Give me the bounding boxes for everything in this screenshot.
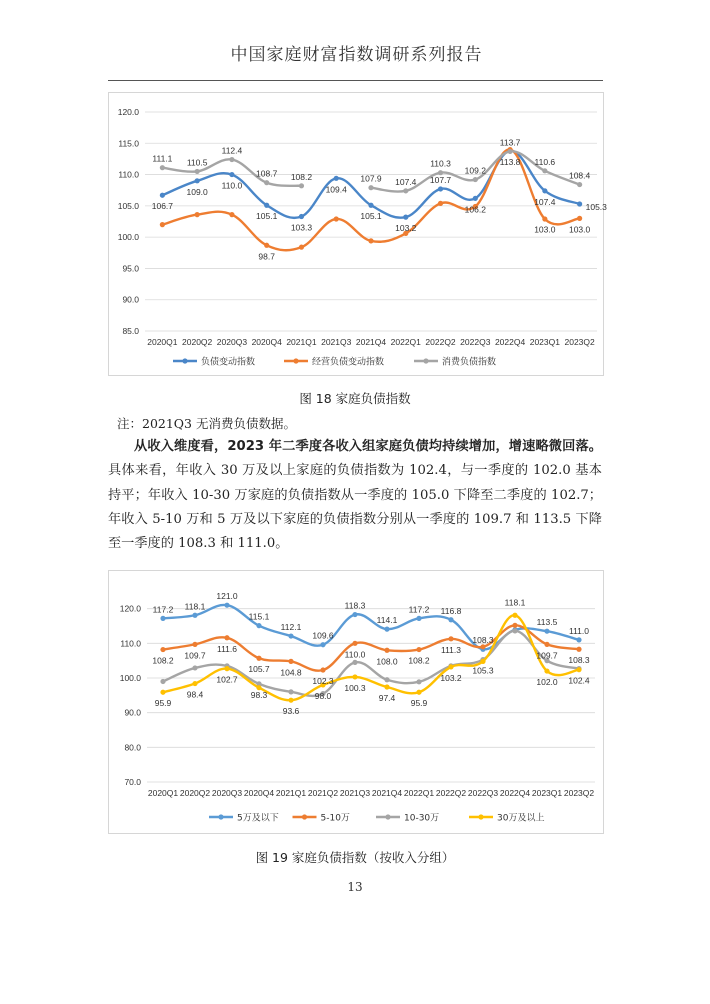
- data-label: 102.7: [216, 674, 238, 685]
- data-point: [507, 149, 512, 154]
- legend-label: 负债变动指数: [201, 357, 256, 368]
- x-tick-label: 2022Q3: [460, 337, 491, 347]
- figure-18-caption: 图 18 家庭负债指数: [299, 391, 411, 406]
- y-tick-label: 70.0: [124, 777, 141, 787]
- data-label: 108.3: [472, 635, 494, 646]
- legend-marker: [423, 358, 428, 363]
- data-label: 105.3: [472, 665, 494, 676]
- data-point: [577, 182, 582, 187]
- data-label: 113.8: [499, 156, 521, 167]
- data-point: [160, 222, 165, 227]
- data-point: [229, 212, 234, 217]
- debt-index-by-income-chart: [108, 570, 604, 834]
- data-point: [542, 168, 547, 173]
- data-label: 106.2: [464, 204, 486, 215]
- data-point: [416, 647, 421, 652]
- data-point: [384, 684, 389, 689]
- legend-marker: [478, 814, 483, 819]
- chart-canvas-2: [109, 571, 603, 833]
- data-label: 102.0: [536, 677, 558, 688]
- body-paragraph: [108, 435, 602, 556]
- data-label: 107.4: [534, 196, 556, 207]
- x-tick-label: 2020Q2: [179, 788, 211, 798]
- data-point: [448, 664, 453, 669]
- data-point: [544, 629, 549, 634]
- data-label: 118.1: [504, 597, 526, 608]
- data-label: 107.9: [360, 173, 382, 184]
- data-point: [416, 690, 421, 695]
- data-label: 106.7: [151, 201, 174, 212]
- data-point: [384, 648, 389, 653]
- data-label: 114.1: [376, 615, 398, 626]
- data-label: 109.0: [186, 186, 208, 197]
- data-point: [288, 698, 293, 703]
- x-tick-label: 2020Q4: [251, 337, 282, 347]
- data-point: [416, 616, 421, 621]
- data-point: [438, 201, 443, 206]
- data-label: 105.7: [248, 664, 270, 675]
- y-tick-label: 110.0: [118, 169, 139, 180]
- x-tick-label: 2022Q2: [435, 788, 467, 798]
- data-point: [448, 636, 453, 641]
- data-label: 117.2: [408, 604, 430, 615]
- x-tick-label: 2022Q3: [467, 788, 499, 798]
- data-point: [320, 642, 325, 647]
- data-point: [542, 188, 547, 193]
- x-tick-label: 2021Q3: [339, 788, 371, 798]
- data-label: 113.7: [499, 137, 521, 148]
- legend-marker: [218, 814, 223, 819]
- data-point: [195, 212, 200, 217]
- data-point: [352, 612, 357, 617]
- data-point: [512, 613, 517, 618]
- x-tick-label: 2020Q1: [147, 788, 179, 798]
- x-tick-label: 2020Q4: [243, 788, 275, 798]
- legend-label: 30万及以上: [497, 813, 545, 824]
- data-point: [264, 203, 269, 208]
- data-point: [192, 681, 197, 686]
- data-point: [224, 635, 229, 640]
- data-label: 98.0: [314, 690, 332, 701]
- data-label: 104.8: [280, 667, 302, 678]
- data-label: 110.6: [534, 156, 556, 167]
- data-point: [352, 674, 357, 679]
- x-tick-label: 2021Q3: [321, 337, 352, 347]
- data-point: [299, 214, 304, 219]
- data-point: [368, 203, 373, 208]
- data-point: [160, 679, 165, 684]
- x-tick-label: 2022Q1: [390, 337, 421, 347]
- data-point: [368, 238, 373, 243]
- running-header: 中国家庭财富指数调研系列报告: [230, 45, 483, 65]
- data-label: 102.4: [568, 675, 590, 686]
- data-point: [334, 176, 339, 181]
- data-label: 111.0: [568, 625, 590, 636]
- data-label: 111.3: [440, 644, 462, 655]
- data-label: 108.3: [568, 655, 590, 666]
- data-point: [288, 659, 293, 664]
- data-label: 108.2: [290, 171, 313, 182]
- y-tick-label: 90.0: [122, 294, 139, 305]
- data-point: [160, 616, 165, 621]
- data-point: [256, 623, 261, 628]
- x-tick-label: 2020Q3: [216, 337, 248, 347]
- x-tick-label: 2022Q4: [494, 337, 526, 347]
- legend-marker: [302, 814, 307, 819]
- data-label: 108.2: [152, 655, 174, 666]
- data-label: 115.1: [248, 611, 270, 622]
- data-point: [416, 679, 421, 684]
- data-point: [195, 178, 200, 183]
- data-point: [192, 642, 197, 647]
- figure-18-note: 注：2021Q3 无消费负债数据。: [117, 416, 296, 431]
- data-point: [544, 642, 549, 647]
- data-point: [352, 660, 357, 665]
- data-point: [288, 633, 293, 638]
- y-tick-label: 80.0: [124, 742, 141, 753]
- data-label: 107.4: [395, 176, 417, 187]
- figure-19-caption: 图 19 家庭负债指数（按收入分组）: [255, 850, 455, 865]
- x-tick-label: 2023Q2: [564, 337, 595, 347]
- x-tick-label: 2021Q4: [355, 337, 387, 347]
- y-tick-label: 85.0: [122, 326, 139, 336]
- x-tick-label: 2022Q4: [499, 788, 531, 798]
- y-tick-label: 100.0: [119, 673, 141, 683]
- data-point: [256, 656, 261, 661]
- x-tick-label: 2023Q1: [529, 337, 560, 347]
- data-point: [577, 216, 582, 221]
- data-point: [352, 641, 357, 646]
- data-point: [368, 185, 373, 190]
- data-label: 98.3: [250, 689, 268, 700]
- y-tick-label: 110.0: [120, 638, 141, 649]
- y-tick-label: 105.0: [117, 200, 139, 211]
- data-point: [448, 617, 453, 622]
- data-label: 112.1: [280, 622, 302, 633]
- data-label: 109.4: [325, 184, 347, 195]
- paragraph-bold-lead: 从收入维度看，2023 年二季度各收入组家庭负债均持续增加，增速略微回落。: [134, 439, 602, 454]
- data-label: 103.0: [568, 224, 591, 235]
- x-tick-label: 2021Q1: [286, 337, 317, 347]
- legend-label: 10-30万: [404, 813, 440, 824]
- data-label: 93.6: [282, 706, 300, 717]
- y-tick-label: 115.0: [118, 138, 139, 149]
- data-point: [160, 193, 165, 198]
- x-tick-label: 2021Q2: [307, 788, 339, 798]
- data-label: 95.9: [154, 698, 172, 709]
- data-point: [473, 196, 478, 201]
- data-label: 103.2: [440, 672, 462, 683]
- data-label: 97.4: [378, 693, 396, 704]
- y-tick-label: 120.0: [117, 107, 139, 117]
- data-point: [512, 628, 517, 633]
- data-label: 98.7: [258, 251, 275, 262]
- data-point: [264, 180, 269, 185]
- legend-label: 经营负债变动指数: [312, 357, 385, 368]
- data-label: 103.3: [290, 222, 313, 233]
- data-point: [403, 215, 408, 220]
- data-point: [299, 245, 304, 250]
- data-label: 113.5: [536, 617, 558, 628]
- data-point: [473, 177, 478, 182]
- data-point: [542, 216, 547, 221]
- data-point: [438, 186, 443, 191]
- data-label: 107.7: [429, 174, 452, 185]
- x-tick-label: 2020Q2: [182, 337, 213, 347]
- data-point: [160, 647, 165, 652]
- data-label: 108.4: [568, 170, 591, 181]
- data-point: [229, 157, 234, 162]
- data-point: [384, 677, 389, 682]
- data-point: [512, 623, 517, 628]
- x-tick-label: 2020Q1: [147, 337, 178, 347]
- y-tick-label: 100.0: [117, 232, 139, 243]
- header-rule: [108, 80, 603, 81]
- data-label: 108.0: [376, 656, 398, 667]
- data-point: [320, 667, 325, 672]
- data-label: 110.0: [344, 649, 366, 660]
- y-tick-label: 95.0: [122, 263, 139, 274]
- household-debt-index-chart: [108, 92, 607, 376]
- x-tick-label: 2021Q4: [371, 788, 403, 798]
- data-label: 117.2: [152, 604, 174, 615]
- data-label: 110.3: [430, 158, 451, 169]
- x-tick-label: 2022Q1: [403, 788, 435, 798]
- data-point: [192, 665, 197, 670]
- data-point: [576, 637, 581, 642]
- data-point: [576, 667, 581, 672]
- x-tick-label: 2021Q1: [275, 788, 307, 798]
- data-point: [577, 201, 582, 206]
- legend-label: 5-10万: [320, 813, 350, 824]
- data-point: [544, 668, 549, 673]
- data-label: 108.2: [408, 655, 430, 666]
- chart-canvas-1: [109, 93, 607, 375]
- data-label: 110.0: [221, 180, 243, 191]
- data-label: 102.3: [312, 676, 334, 687]
- x-tick-label: 2023Q1: [531, 788, 563, 798]
- legend-marker: [182, 358, 187, 363]
- data-point: [384, 627, 389, 632]
- data-label: 103.0: [534, 224, 556, 235]
- data-point: [576, 647, 581, 652]
- data-label: 100.3: [344, 682, 366, 693]
- page-number: 13: [347, 880, 363, 894]
- data-point: [403, 188, 408, 193]
- legend-marker: [293, 358, 298, 363]
- data-point: [299, 183, 304, 188]
- data-point: [229, 172, 234, 177]
- data-label: 109.2: [464, 165, 486, 176]
- data-label: 105.1: [256, 211, 278, 222]
- data-point: [480, 659, 485, 664]
- data-label: 111.1: [152, 153, 173, 164]
- y-tick-label: 90.0: [124, 707, 141, 718]
- data-label: 109.6: [312, 630, 334, 641]
- legend-label: 消费负债指数: [442, 357, 497, 368]
- legend-label: 5万及以下: [237, 813, 279, 824]
- data-label: 112.4: [221, 145, 243, 156]
- data-point: [224, 666, 229, 671]
- series-line: [163, 631, 579, 696]
- data-label: 105.3: [585, 201, 607, 212]
- x-tick-label: 2020Q3: [211, 788, 243, 798]
- legend-marker: [385, 814, 390, 819]
- data-label: 105.1: [360, 211, 382, 222]
- data-label: 116.8: [440, 605, 462, 616]
- data-point: [195, 169, 200, 174]
- data-label: 98.4: [186, 689, 204, 700]
- data-label: 109.7: [184, 650, 206, 661]
- data-point: [160, 165, 165, 170]
- paragraph-body: 具体来看，年收入 30 万及以上家庭的负债指数为 102.4，与一季度的 102.0 基本持平；年收入 10-30 万家庭的负债指数从一季度的 105.0 下降至二季度的 102.7；年收入 5-10 万和 5 万及以下家庭的负债指数分别从一季度的 109.7 和 113.5 下降至一季度的 108.3 和 111.0。: [108, 463, 602, 552]
- y-tick-label: 120.0: [119, 603, 141, 614]
- x-tick-label: 2023Q2: [563, 788, 595, 798]
- data-label: 108.7: [256, 168, 278, 179]
- data-label: 118.1: [184, 601, 206, 612]
- data-label: 109.7: [536, 650, 558, 661]
- data-point: [288, 689, 293, 694]
- data-label: 121.0: [216, 591, 238, 602]
- data-label: 111.6: [216, 643, 238, 654]
- data-label: 110.5: [186, 157, 208, 168]
- data-point: [224, 603, 229, 608]
- data-point: [160, 690, 165, 695]
- data-label: 118.3: [344, 600, 366, 611]
- x-tick-label: 2022Q2: [425, 337, 456, 347]
- data-point: [264, 243, 269, 248]
- data-label: 103.2: [395, 223, 417, 234]
- data-point: [192, 613, 197, 618]
- data-point: [334, 216, 339, 221]
- data-label: 95.9: [410, 698, 428, 709]
